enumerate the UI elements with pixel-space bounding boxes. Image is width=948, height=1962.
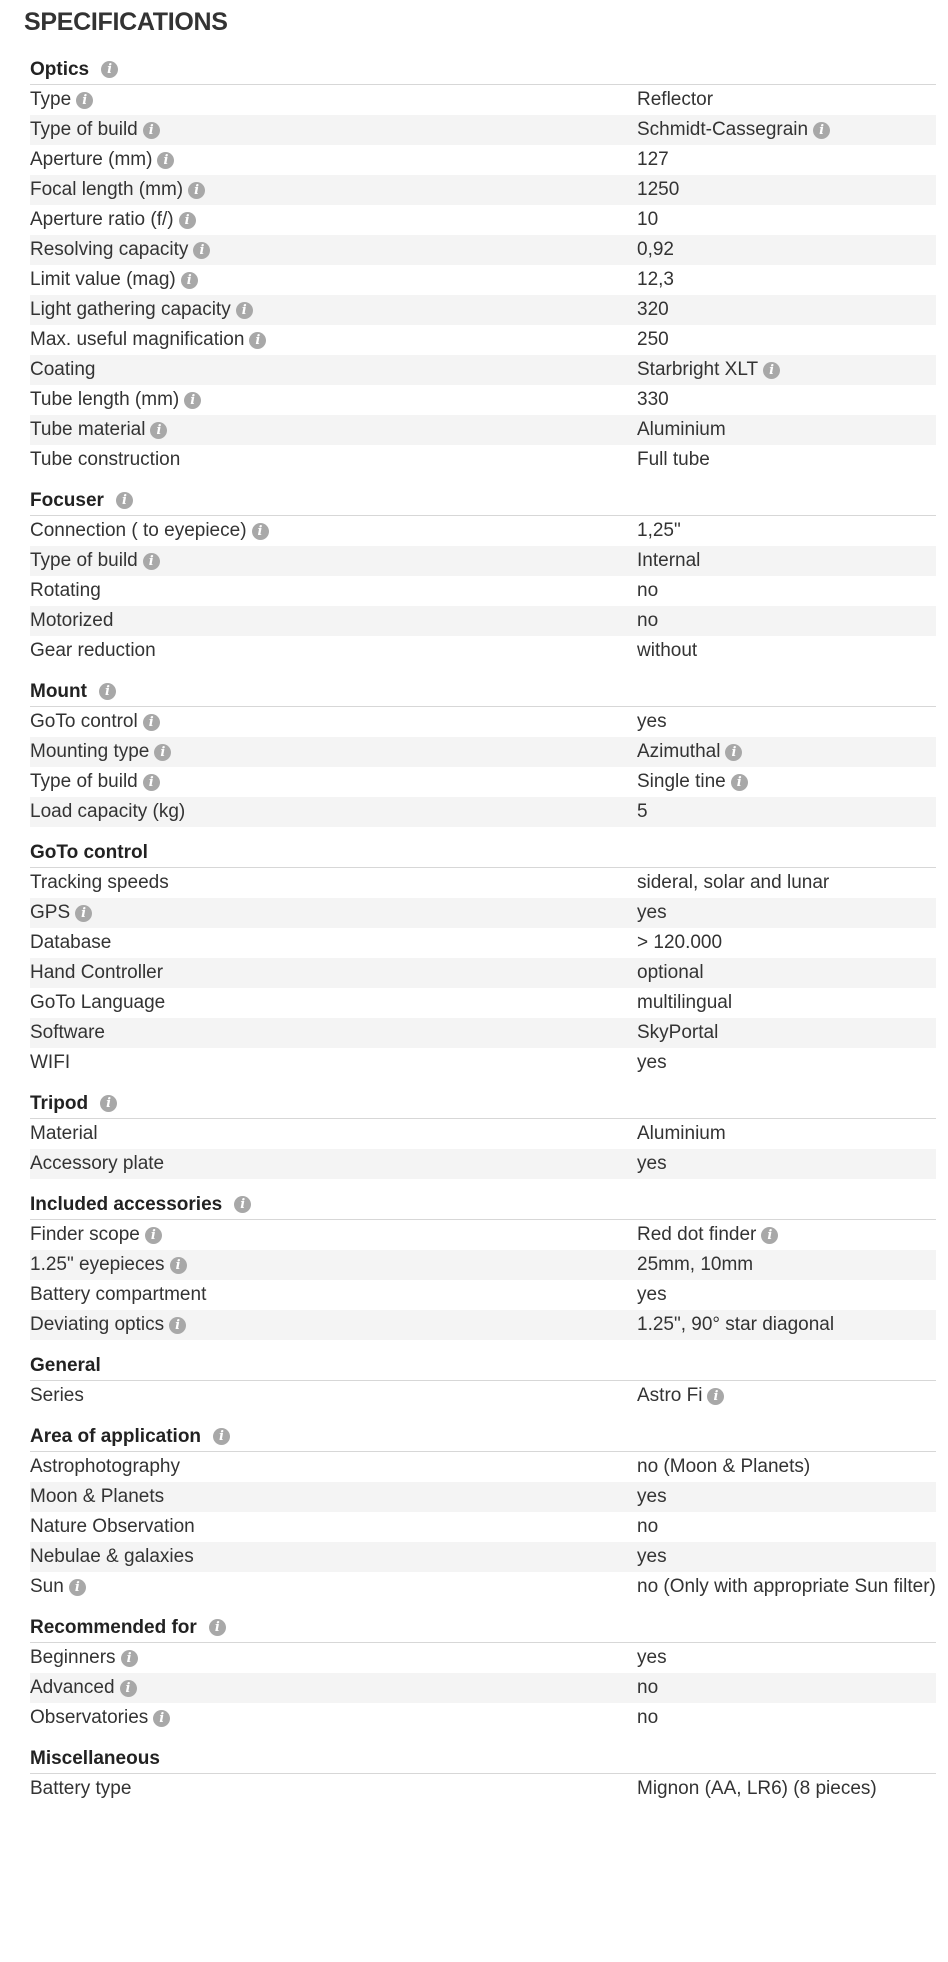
- spec-value: Aluminium: [637, 1123, 726, 1144]
- spec-value-cell: [637, 1707, 658, 1729]
- spec-value-cell: [637, 1052, 667, 1074]
- spec-value: Mignon (AA, LR6) (8 pieces): [637, 1778, 877, 1799]
- spec-label-cell: [30, 1254, 637, 1276]
- spec-value: 5: [637, 801, 648, 822]
- spec-row: [30, 928, 936, 958]
- label-info-icon[interactable]: i: [75, 905, 92, 922]
- spec-label: Type of build: [30, 550, 138, 571]
- spec-value-cell: [637, 520, 681, 542]
- label-info-icon[interactable]: i: [121, 1650, 138, 1667]
- spec-row: [30, 1673, 936, 1703]
- spec-label-cell: [30, 550, 637, 572]
- spec-value-cell: [637, 962, 704, 984]
- spec-label: Mounting type: [30, 741, 150, 762]
- spec-value-cell: [637, 1123, 726, 1145]
- spec-row: [30, 1310, 936, 1340]
- spec-value-cell: [637, 801, 648, 823]
- spec-row: [30, 1572, 936, 1602]
- section-heading: [30, 1615, 936, 1643]
- spec-label-cell: [30, 1224, 637, 1246]
- spec-label: Observatories: [30, 1707, 149, 1728]
- label-info-icon[interactable]: i: [145, 1227, 162, 1244]
- spec-value: SkyPortal: [637, 1022, 719, 1043]
- spec-value: yes: [637, 1546, 667, 1567]
- label-info-icon[interactable]: i: [170, 1257, 187, 1274]
- spec-row: [30, 868, 936, 898]
- spec-label: Type: [30, 89, 72, 110]
- spec-label: Limit value (mag): [30, 269, 176, 290]
- spec-label: Nebulae & galaxies: [30, 1546, 194, 1567]
- spec-label: GoTo Language: [30, 992, 166, 1013]
- spec-label-cell: [30, 610, 637, 632]
- spec-label: Beginners: [30, 1647, 116, 1668]
- spec-value-cell: [637, 1576, 936, 1598]
- spec-label: Tube material: [30, 419, 146, 440]
- spec-value-cell: [637, 119, 830, 141]
- spec-row: [30, 115, 936, 145]
- spec-value-cell: [637, 449, 710, 471]
- spec-row: [30, 988, 936, 1018]
- section-heading: [30, 1353, 936, 1381]
- spec-value-cell: [637, 1486, 667, 1508]
- spec-label: Light gathering capacity: [30, 299, 231, 320]
- spec-row: [30, 415, 936, 445]
- value-info-icon[interactable]: i: [731, 774, 748, 791]
- spec-value-cell: [637, 1254, 753, 1276]
- spec-value: Azimuthal: [637, 741, 721, 762]
- spec-value-cell: [637, 149, 669, 171]
- spec-label-cell: [30, 1707, 637, 1729]
- spec-label-cell: [30, 449, 637, 471]
- spec-label-cell: [30, 359, 637, 381]
- spec-value: yes: [637, 711, 667, 732]
- spec-section: [30, 1424, 936, 1602]
- spec-label: Accessory plate: [30, 1153, 165, 1174]
- spec-label-cell: [30, 872, 637, 894]
- spec-value: 320: [637, 299, 669, 320]
- spec-label: Software: [30, 1022, 105, 1043]
- spec-label: Hand Controller: [30, 962, 164, 983]
- spec-value-cell: [637, 1456, 810, 1478]
- spec-label-cell: [30, 1778, 637, 1800]
- spec-value: yes: [637, 1284, 667, 1305]
- spec-value: 10: [637, 209, 659, 230]
- spec-value-cell: [637, 89, 713, 111]
- spec-label-cell: [30, 1022, 637, 1044]
- spec-row: [30, 1149, 936, 1179]
- spec-value-cell: [637, 1546, 667, 1568]
- spec-value-cell: [637, 299, 669, 321]
- spec-row: [30, 1048, 936, 1078]
- spec-section: [30, 1192, 936, 1340]
- spec-label-cell: [30, 209, 637, 231]
- spec-label-cell: [30, 419, 637, 441]
- label-info-icon[interactable]: i: [143, 774, 160, 791]
- spec-label-cell: [30, 1456, 637, 1478]
- spec-value: Full tube: [637, 449, 710, 470]
- section-heading: [30, 1091, 936, 1119]
- label-info-icon[interactable]: i: [181, 272, 198, 289]
- spec-value-cell: [637, 610, 658, 632]
- spec-label-cell: [30, 962, 637, 984]
- spec-value: Schmidt-Cassegrain: [637, 119, 809, 140]
- spec-label-cell: [30, 119, 637, 141]
- section-title: Recommended for: [30, 1616, 197, 1638]
- spec-label-cell: [30, 711, 637, 733]
- spec-label: Gear reduction: [30, 640, 156, 661]
- label-info-icon[interactable]: i: [157, 152, 174, 169]
- spec-value: 330: [637, 389, 669, 410]
- spec-label: Nature Observation: [30, 1516, 195, 1537]
- spec-label: Connection ( to eyepiece): [30, 520, 247, 541]
- spec-row: [30, 235, 936, 265]
- section-info-icon[interactable]: i: [116, 492, 133, 509]
- spec-label-cell: [30, 1385, 637, 1407]
- label-info-icon[interactable]: i: [169, 1317, 186, 1334]
- section-title: General: [30, 1354, 101, 1376]
- spec-label: GPS: [30, 902, 71, 923]
- spec-value: 0,92: [637, 239, 674, 260]
- label-info-icon[interactable]: i: [252, 523, 269, 540]
- spec-value-cell: [637, 1314, 834, 1336]
- spec-label-cell: [30, 299, 637, 321]
- section-title: Optics: [30, 58, 90, 80]
- spec-value: Single tine: [637, 771, 726, 792]
- spec-label-cell: [30, 902, 637, 924]
- spec-row: [30, 1512, 936, 1542]
- spec-label: Astrophotography: [30, 1456, 180, 1477]
- spec-label: Type of build: [30, 771, 138, 792]
- label-info-icon[interactable]: i: [184, 392, 201, 409]
- spec-value: no: [637, 610, 659, 631]
- label-info-icon[interactable]: i: [76, 92, 93, 109]
- spec-label-cell: [30, 1123, 637, 1145]
- spec-row: [30, 707, 936, 737]
- label-info-icon[interactable]: i: [249, 332, 266, 349]
- spec-label: Motorized: [30, 610, 114, 631]
- spec-row: [30, 636, 936, 666]
- spec-row: [30, 1280, 936, 1310]
- spec-row: [30, 767, 936, 797]
- spec-value-cell: [637, 872, 829, 894]
- spec-row: [30, 1643, 936, 1673]
- spec-row: [30, 546, 936, 576]
- spec-row: [30, 1119, 936, 1149]
- spec-value-cell: [637, 269, 674, 291]
- section-title: Focuser: [30, 489, 104, 511]
- section-heading: [30, 57, 936, 85]
- spec-value: no (Only with appropriate Sun filter): [637, 1576, 936, 1597]
- spec-row: [30, 325, 936, 355]
- spec-section: [30, 488, 936, 666]
- spec-label: Battery type: [30, 1778, 132, 1799]
- spec-label: Tracking speeds: [30, 872, 169, 893]
- spec-row: [30, 958, 936, 988]
- label-info-icon[interactable]: i: [143, 122, 160, 139]
- spec-label-cell: [30, 1284, 637, 1306]
- spec-section: [30, 1353, 936, 1411]
- spec-value: multilingual: [637, 992, 733, 1013]
- spec-value-cell: [637, 209, 658, 231]
- spec-value: sideral, solar and lunar: [637, 872, 830, 893]
- label-info-icon[interactable]: i: [150, 422, 167, 439]
- section-title: Included accessories: [30, 1193, 223, 1215]
- spec-row: [30, 445, 936, 475]
- spec-value-cell: [637, 359, 780, 381]
- value-info-icon[interactable]: i: [725, 744, 742, 761]
- spec-value-cell: [637, 1153, 667, 1175]
- spec-value-cell: [637, 741, 742, 763]
- section-title: Tripod: [30, 1092, 89, 1114]
- spec-row: [30, 1452, 936, 1482]
- spec-value-cell: [637, 992, 732, 1014]
- spec-label: Aperture ratio (f/): [30, 209, 174, 230]
- spec-label-cell: [30, 1576, 637, 1598]
- spec-value-cell: [637, 389, 669, 411]
- spec-row: [30, 1482, 936, 1512]
- spec-row: [30, 85, 936, 115]
- value-info-icon[interactable]: i: [707, 1388, 724, 1405]
- spec-row: [30, 295, 936, 325]
- spec-label: GoTo control: [30, 711, 138, 732]
- spec-section: [30, 1091, 936, 1179]
- spec-value-cell: [637, 329, 669, 351]
- section-info-icon[interactable]: i: [100, 1095, 117, 1112]
- spec-label-cell: [30, 520, 637, 542]
- spec-value: 25mm, 10mm: [637, 1254, 754, 1275]
- spec-value-cell: [637, 550, 700, 572]
- section-heading: [30, 1746, 936, 1774]
- spec-value: yes: [637, 1052, 667, 1073]
- spec-value: Reflector: [637, 89, 714, 110]
- spec-label: Coating: [30, 359, 96, 380]
- spec-label: Finder scope: [30, 1224, 140, 1245]
- spec-label: Advanced: [30, 1677, 115, 1698]
- spec-label: 1.25" eyepieces: [30, 1254, 165, 1275]
- spec-section: [30, 1746, 936, 1804]
- spec-value: 12,3: [637, 269, 674, 290]
- spec-value-cell: [637, 1677, 658, 1699]
- spec-value: Astro Fi: [637, 1385, 703, 1406]
- section-heading: [30, 1192, 936, 1220]
- section-heading: [30, 840, 936, 868]
- spec-row: [30, 737, 936, 767]
- spec-label-cell: [30, 1052, 637, 1074]
- section-heading: [30, 679, 936, 707]
- spec-value: yes: [637, 1647, 667, 1668]
- spec-label-cell: [30, 329, 637, 351]
- spec-label-cell: [30, 771, 637, 793]
- label-info-icon[interactable]: i: [179, 212, 196, 229]
- spec-label: Material: [30, 1123, 98, 1144]
- spec-label-cell: [30, 932, 637, 954]
- section-heading: [30, 1424, 936, 1452]
- spec-value: optional: [637, 962, 704, 983]
- spec-label: Series: [30, 1385, 84, 1406]
- spec-row: [30, 1250, 936, 1280]
- section-info-icon[interactable]: i: [99, 683, 116, 700]
- spec-value: Aluminium: [637, 419, 726, 440]
- spec-row: [30, 355, 936, 385]
- spec-label-cell: [30, 89, 637, 111]
- spec-value: no: [637, 1677, 659, 1698]
- spec-value-cell: [637, 1647, 667, 1669]
- spec-value: 1250: [637, 179, 680, 200]
- spec-label-cell: [30, 1677, 637, 1699]
- spec-section: [30, 679, 936, 827]
- spec-value: 1,25": [637, 520, 681, 541]
- spec-label: Max. useful magnification: [30, 329, 245, 350]
- value-info-icon[interactable]: i: [763, 362, 780, 379]
- spec-value-cell: [637, 771, 748, 793]
- spec-row: [30, 205, 936, 235]
- spec-value-cell: [637, 1022, 718, 1044]
- spec-value-cell: [637, 640, 697, 662]
- section-title: Mount: [30, 680, 87, 702]
- section-title: GoTo control: [30, 841, 148, 863]
- spec-label-cell: [30, 1486, 637, 1508]
- section-info-icon[interactable]: i: [213, 1428, 230, 1445]
- spec-value: no (Moon & Planets): [637, 1456, 811, 1477]
- spec-label-cell: [30, 269, 637, 291]
- spec-value-cell: [637, 1224, 778, 1246]
- spec-label-cell: [30, 580, 637, 602]
- spec-label: Battery compartment: [30, 1284, 207, 1305]
- spec-row: [30, 1018, 936, 1048]
- spec-section: [30, 1615, 936, 1733]
- spec-value-cell: [637, 580, 658, 602]
- spec-value-cell: [637, 932, 722, 954]
- spec-row: [30, 1703, 936, 1733]
- spec-value: yes: [637, 1486, 667, 1507]
- spec-label-cell: [30, 149, 637, 171]
- spec-value: 1.25", 90° star diagonal: [637, 1314, 835, 1335]
- spec-section: [30, 57, 936, 475]
- spec-value-cell: [637, 419, 726, 441]
- spec-label-cell: [30, 1546, 637, 1568]
- section-info-icon[interactable]: i: [234, 1196, 251, 1213]
- spec-value-cell: [637, 902, 667, 924]
- spec-value-cell: [637, 1385, 724, 1407]
- spec-label: Load capacity (kg): [30, 801, 186, 822]
- spec-label: Sun: [30, 1576, 64, 1597]
- spec-value-cell: [637, 1778, 877, 1800]
- spec-value: without: [637, 640, 698, 661]
- section-heading: [30, 488, 936, 516]
- spec-value-cell: [637, 1516, 658, 1538]
- spec-row: [30, 385, 936, 415]
- spec-label-cell: [30, 741, 637, 763]
- spec-value: Internal: [637, 550, 701, 571]
- label-info-icon[interactable]: i: [143, 714, 160, 731]
- spec-row: [30, 606, 936, 636]
- spec-value: no: [637, 580, 659, 601]
- spec-value: Red dot finder: [637, 1224, 757, 1245]
- section-title: Miscellaneous: [30, 1747, 160, 1769]
- spec-label-cell: [30, 1516, 637, 1538]
- spec-row: [30, 516, 936, 546]
- spec-value: 250: [637, 329, 669, 350]
- spec-value: Starbright XLT: [637, 359, 759, 380]
- value-info-icon[interactable]: i: [813, 122, 830, 139]
- spec-label: Moon & Planets: [30, 1486, 165, 1507]
- spec-label: Deviating optics: [30, 1314, 165, 1335]
- spec-value: > 120.000: [637, 932, 723, 953]
- label-info-icon[interactable]: i: [69, 1579, 86, 1596]
- section-title: Area of application: [30, 1425, 202, 1447]
- section-info-icon[interactable]: i: [209, 1619, 226, 1636]
- spec-row: [30, 1220, 936, 1250]
- spec-label-cell: [30, 179, 637, 201]
- spec-label-cell: [30, 640, 637, 662]
- spec-label: Type of build: [30, 119, 138, 140]
- label-info-icon[interactable]: i: [153, 1710, 170, 1727]
- spec-label: Aperture (mm): [30, 149, 153, 170]
- value-info-icon[interactable]: i: [761, 1227, 778, 1244]
- spec-label: Rotating: [30, 580, 101, 601]
- spec-label: Database: [30, 932, 112, 953]
- spec-label-cell: [30, 992, 637, 1014]
- spec-label-cell: [30, 1314, 637, 1336]
- spec-value: yes: [637, 902, 667, 923]
- spec-row: [30, 1381, 936, 1411]
- spec-label-cell: [30, 1153, 637, 1175]
- spec-row: [30, 1774, 936, 1804]
- spec-section: [30, 840, 936, 1078]
- spec-row: [30, 175, 936, 205]
- spec-sections: [30, 57, 936, 1804]
- spec-label: Tube length (mm): [30, 389, 180, 410]
- spec-row: [30, 145, 936, 175]
- spec-label: Resolving capacity: [30, 239, 189, 260]
- label-info-icon[interactable]: i: [188, 182, 205, 199]
- label-info-icon[interactable]: i: [154, 744, 171, 761]
- spec-value: 127: [637, 149, 669, 170]
- spec-label: WIFI: [30, 1052, 71, 1073]
- spec-label: Focal length (mm): [30, 179, 184, 200]
- spec-row: [30, 265, 936, 295]
- section-info-icon[interactable]: i: [101, 61, 118, 78]
- spec-row: [30, 898, 936, 928]
- spec-label-cell: [30, 389, 637, 411]
- label-info-icon[interactable]: i: [193, 242, 210, 259]
- label-info-icon[interactable]: i: [143, 553, 160, 570]
- spec-row: [30, 797, 936, 827]
- page-title: SPECIFICATIONS: [24, 8, 228, 36]
- spec-row: [30, 576, 936, 606]
- spec-label-cell: [30, 239, 637, 261]
- label-info-icon[interactable]: i: [120, 1680, 137, 1697]
- spec-value-cell: [637, 179, 679, 201]
- spec-value-cell: [637, 239, 674, 261]
- spec-value: no: [637, 1707, 659, 1728]
- spec-label-cell: [30, 1647, 637, 1669]
- spec-label: Tube construction: [30, 449, 181, 470]
- spec-value-cell: [637, 711, 667, 733]
- label-info-icon[interactable]: i: [236, 302, 253, 319]
- spec-value: yes: [637, 1153, 667, 1174]
- spec-label-cell: [30, 801, 637, 823]
- spec-value: no: [637, 1516, 659, 1537]
- spec-value-cell: [637, 1284, 667, 1306]
- spec-row: [30, 1542, 936, 1572]
